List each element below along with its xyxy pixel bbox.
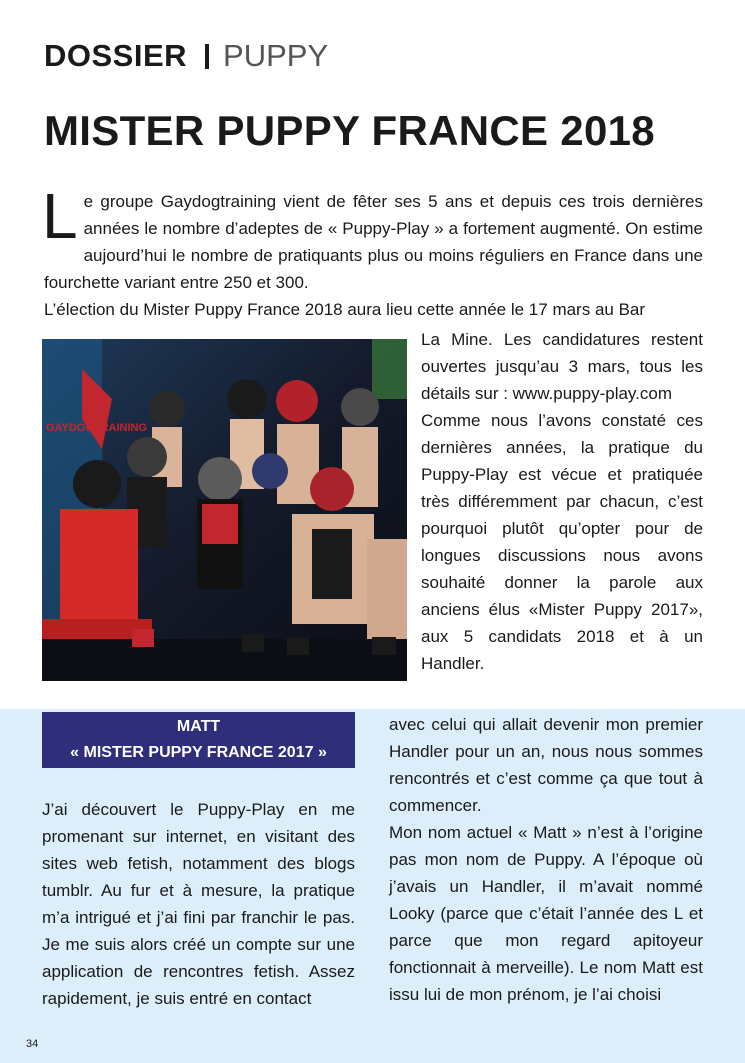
section-header bbox=[44, 36, 328, 76]
header-divider bbox=[205, 44, 209, 69]
side-column-text bbox=[421, 326, 703, 677]
photo-banner-text: GAYDOGTRAINING bbox=[46, 422, 148, 434]
interviewee-title: « MISTER PUPPY FRANCE 2017 » bbox=[70, 744, 327, 761]
drop-cap: L bbox=[42, 180, 78, 252]
interview-right-paragraph-1: avec celui qui allait devenir mon premier Handler pour un an, nous nous sommes rencontrés et c’est comme ça que tout à commencer. bbox=[389, 715, 703, 815]
section-label: DOSSIER bbox=[44, 38, 188, 73]
interview-right-paragraph-2: Mon nom actuel « Matt » n’est à l’origine pas mon nom de Puppy. A l’époque où j’avais un Handler, il m’avait nommé Looky (parce que c’était l’année des L et parce que mon regard apitoyeur fonctionnait à merveille). Le nom Matt est issu lui de mon prénom, je l’ai choisi bbox=[389, 823, 703, 1004]
intro-paragraph-1 bbox=[42, 180, 703, 296]
interviewee-name-box bbox=[42, 712, 355, 768]
side-paragraph-2: Comme nous l’avons constaté ces dernières années, la pratique du Puppy-Play est vécue et pratiquée très différemment par chacun, c’est pourquoi plutôt qu’opter pour de longues discussions nous avons souhaité donner la parole aux anciens élus «Mister Puppy 2017», aux 5 candidats 2018 et à un Handler. bbox=[421, 411, 703, 673]
article-title: MISTER PUPPY FRANCE 2018 bbox=[44, 107, 655, 154]
intro-paragraph-2: L’élection du Mister Puppy France 2018 aura lieu cette année le 17 mars au Bar bbox=[44, 300, 646, 319]
page-number: 34 bbox=[26, 1038, 39, 1050]
interviewee-name: MATT bbox=[176, 718, 221, 735]
interview-right-column bbox=[389, 711, 703, 1008]
side-paragraph-1: La Mine. Les candidatures restent ouvertes jusqu’au 3 mars, tous les détails sur : www.puppy-play.com bbox=[421, 330, 703, 403]
group-photo bbox=[42, 339, 407, 681]
group-photo-image bbox=[42, 339, 407, 681]
subsection-label: PUPPY bbox=[223, 38, 329, 73]
interview-left-column bbox=[42, 796, 355, 1012]
intro-paragraph-1-text: e groupe Gaydogtraining vient de fêter ses 5 ans et depuis ces trois dernières années le nombre d’adeptes de « Puppy-Play » a fortement augmenté. On estime aujourd’hui le nombre de pratiquants plus ou moins réguliers en France dans une fourchette variant entre 250 et 300. bbox=[44, 192, 703, 292]
intro-text bbox=[42, 180, 703, 323]
interview-left-text: J’ai découvert le Puppy-Play en me promenant sur internet, en visitant des sites web fetish, notamment des blogs tumblr. Au fur et à mesure, la pratique m’a intrigué et j’ai fini par franchir le pas. Je me suis alors créé un compte sur une application de rencontres fetish. Assez rapidement, je suis entré en contact bbox=[42, 800, 355, 1008]
